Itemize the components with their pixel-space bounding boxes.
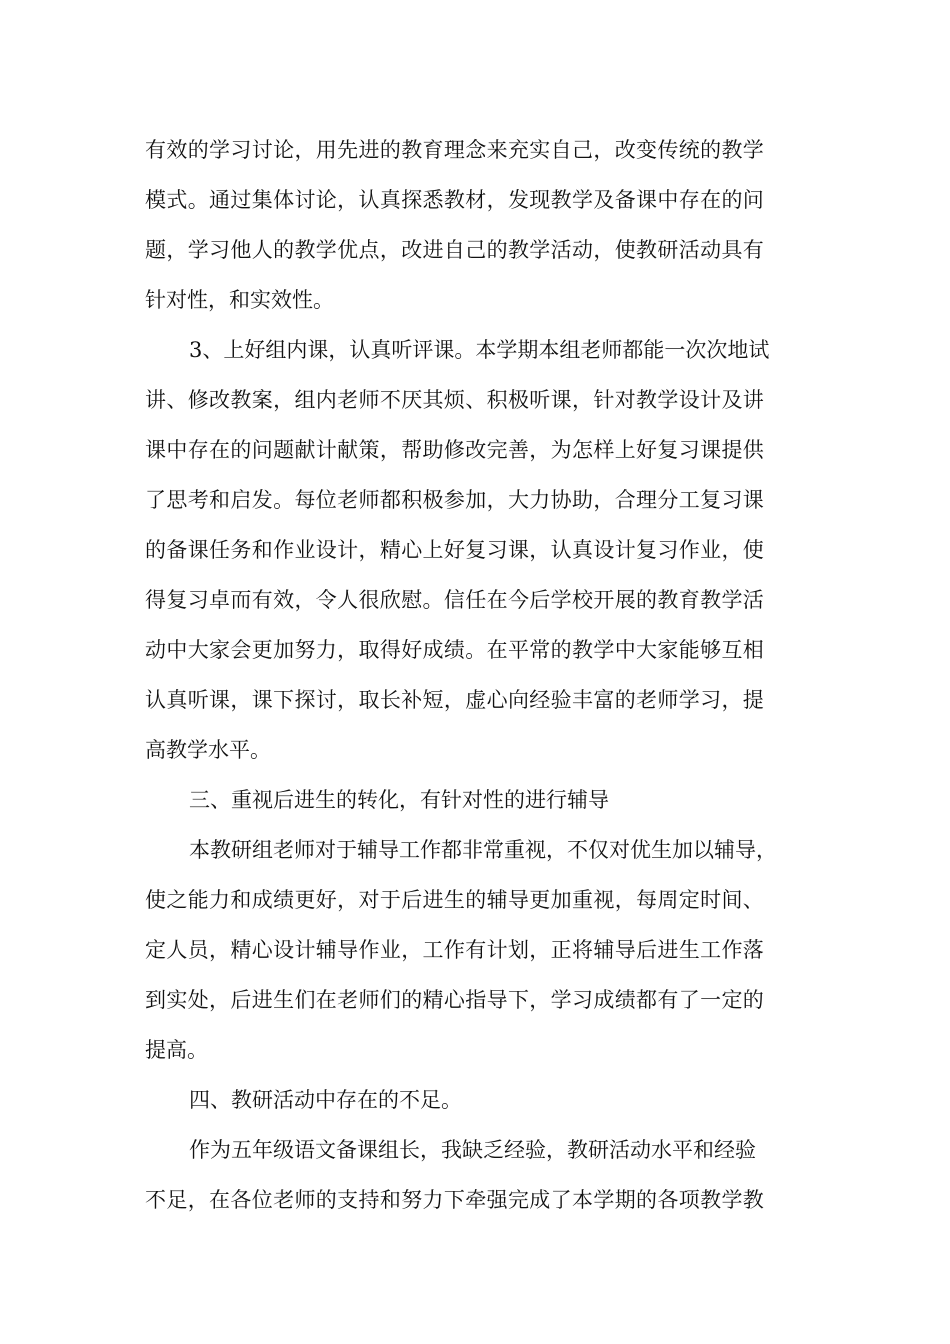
- text-line: 的备课任务和作业设计，精心上好复习课，认真设计复习作业，使: [145, 538, 765, 562]
- text-line: 定人员，精心设计辅导作业，工作有计划，正将辅导后进生工作落: [145, 938, 765, 962]
- text-line: 讲、修改教案，组内老师不厌其烦、积极听课，针对教学设计及讲: [145, 388, 765, 412]
- text-line: 不足，在各位老师的支持和努力下牵强完成了本学期的各项教学教: [145, 1188, 765, 1212]
- section-heading: 四、教研活动中存在的不足。: [189, 1088, 462, 1112]
- text-line: 有效的学习讨论，用先进的教育理念来充实自己，改变传统的教学: [145, 138, 765, 162]
- text-line: 3、上好组内课，认真听评课。本学期本组老师都能一次次地试: [189, 338, 770, 362]
- text-line: 针对性，和实效性。: [145, 288, 334, 312]
- text-line: 动中大家会更加努力，取得好成绩。在平常的教学中大家能够互相: [145, 638, 765, 662]
- text-line: 认真听课，课下探讨，取长补短，虚心向经验丰富的老师学习，提: [145, 688, 765, 712]
- text-line: 到实处，后进生们在老师们的精心指导下，学习成绩都有了一定的: [145, 988, 765, 1012]
- text-line: 高教学水平。: [145, 738, 271, 762]
- text-line: 作为五年级语文备课组长，我缺乏经验，教研活动水平和经验: [189, 1138, 756, 1162]
- text-line: 题，学习他人的教学优点，改进自己的教学活动，使教研活动具有: [145, 238, 765, 262]
- text-line: 使之能力和成绩更好，对于后进生的辅导更加重视，每周定时间、: [145, 888, 765, 912]
- text-line: 得复习卓而有效，令人很欣慰。信任在今后学校开展的教育教学活: [145, 588, 765, 612]
- text-line: 模式。通过集体讨论，认真探悉教材，发现教学及备课中存在的问: [145, 188, 765, 212]
- text-line: 提高。: [145, 1038, 208, 1062]
- text-line: 了思考和启发。每位老师都积极参加，大力协助，合理分工复习课: [145, 488, 765, 512]
- text-line: 本教研组老师对于辅导工作都非常重视，不仅对优生加以辅导，: [189, 838, 777, 862]
- text-line: 课中存在的问题献计献策，帮助修改完善，为怎样上好复习课提供: [145, 438, 765, 462]
- section-heading: 三、重视后进生的转化，有针对性的进行辅导: [189, 788, 609, 812]
